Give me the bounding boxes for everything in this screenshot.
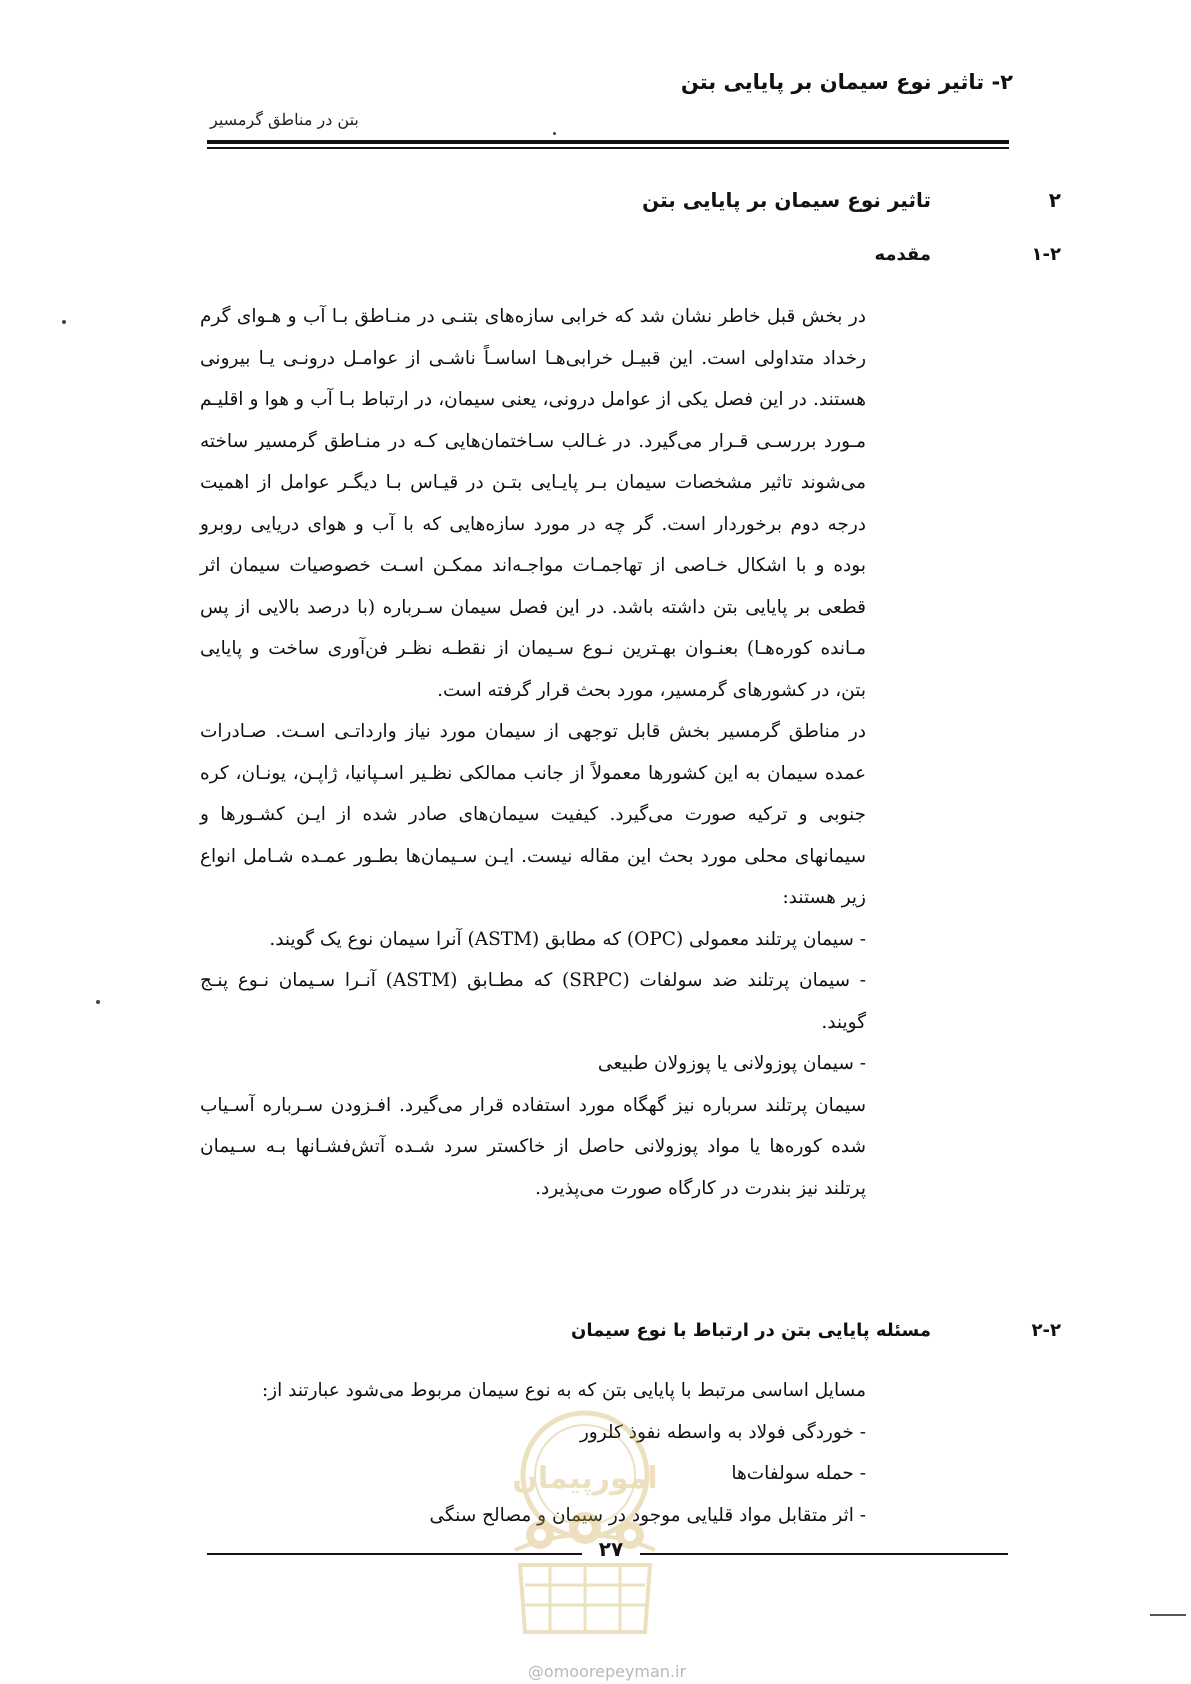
page-number: ۲۷	[598, 1537, 624, 1561]
header-rule-thick	[207, 140, 1009, 144]
footer-rule-right	[640, 1553, 1008, 1555]
durability-lead: مسایل اساسی مرتبط با پایایی بتن که به نوع سیمان مربوط می‌شود عبارتند از:	[261, 1380, 866, 1401]
durability-item-2: - حمله سولفات‌ها	[731, 1463, 866, 1484]
durability-item-3: - اثر متقابل مواد قلیایی موجود در سیمان و مصالح سنگی	[429, 1504, 866, 1526]
durability-item-1: - خوردگی فولاد به واسطه نفوذ کلرور	[579, 1421, 866, 1443]
intro-paragraph-3: سیمان پرتلند سرباره نیز گهگاه مورد استفاده قرار می‌گیرد. افـزودن سـرباره آسـیاب شده کوره‌ها یا مواد پوزولانی حاصل از خاکستر سرد شـده آتش‌فشـانها بـه سـیمان پرتلند نیز بندرت در کارگاه صورت می‌پذیرد.	[200, 1094, 866, 1199]
scan-speck	[96, 1000, 100, 1004]
header-rule-thin	[207, 147, 1009, 149]
intro-body	[200, 296, 866, 1209]
watermark-url: @omoorepeyman.ir	[527, 1662, 687, 1681]
scan-speck	[62, 320, 66, 324]
section-title-durability: مسئله پایایی بتن در ارتباط با نوع سیمان	[570, 1320, 931, 1341]
cement-type-item-2: - سیمان پرتلند ضد سولفات (SRPC) که مطـابق (ASTM) آنـرا سـیمان نـوع پنـج گویند.	[200, 970, 867, 1033]
chapter-number: ۲	[1048, 188, 1061, 212]
chapter-title: تاثیر نوع سیمان بر پایایی بتن	[642, 188, 931, 212]
intro-paragraph-1: در بخش قبل خاطر نشان شد که خرابی سازه‌های بتنـی در منـاطق بـا آب و هـوای گرم رخداد متداولی است. این قبیـل خرابی‌هـا اساسـاً ناشـی از عوامـل درونـی یـا بیرونی هستند. در این فصل یکی از عوامل درونی، یعنی سیمان، در ارتباط بـا آب و هوا و اقلیـم مـورد بررسـی قـرار می‌گیرد. در غـالب سـاختمان‌هایی کـه در منـاطق گرمسیر ساخته می‌شوند تاثیر مشخصات سیمان بـر پایـایی بتـن در قیـاس بـا دیگـر عوامل از اهمیت درجه دوم برخوردار است. گر چه در مورد سازه‌هایی که با آب و هوای دریایی روبرو بوده و با اشکال خـاصی از تهاجمـات مواجـه‌اند ممکـن اسـت خصوصیات سیمان اثر قطعی بر پایایی بتن داشته باشد. در این فصل سیمان سـرباره (با درصد بالایی از پس مـانده کوره‌هـا) بعنـوان بهـترین نـوع سـیمان از نقطـه نظـر فن‌آوری ساخت و پایایی بتن، در کشورهای گرمسیر، مورد بحث قرار گرفته است.	[200, 306, 866, 701]
running-header-title: ۲- تاثیر نوع سیمان بر پایایی بتن	[680, 70, 1013, 94]
intro-paragraph-2: در مناطق گرمسیر بخش قابل توجهی از سیمان مورد نیاز وارداتـی اسـت. صـادرات عمده سیمان به این کشورها معمولاً از جانب ممالکی نظـیر اسـپانیا، ژاپـن، یونـان، کره جنوبی و ترکیه صورت می‌گیرد. کیفیت سیمان‌های صادر شده از ایـن کشـورها و سیمانهای محلی مورد بحث این مقاله نیست. ایـن سـیمان‌ها بطـور عمـده شـامل انواع زیر هستند:	[200, 721, 867, 908]
footer-rule-left	[207, 1553, 582, 1555]
watermark-logo-text: امورپیمان	[512, 1461, 658, 1496]
cement-type-item-1: - سیمان پرتلند معمولی (OPC) که مطابق (ASTM) آنرا سیمان نوع یک گویند.	[269, 928, 866, 950]
section-number-intro: ۱-۲	[1031, 244, 1061, 265]
watermark-logo	[485, 1400, 685, 1645]
scan-speck	[553, 132, 556, 135]
section-number-durability: ۲-۲	[1031, 1320, 1061, 1341]
running-header-subtitle: بتن در مناطق گرمسیر	[210, 110, 359, 129]
section-title-intro: مقدمه	[874, 244, 931, 265]
scan-edge-mark	[1150, 1614, 1186, 1616]
cement-type-item-3: - سیمان پوزولانی یا پوزولان طبیعی	[597, 1053, 866, 1074]
